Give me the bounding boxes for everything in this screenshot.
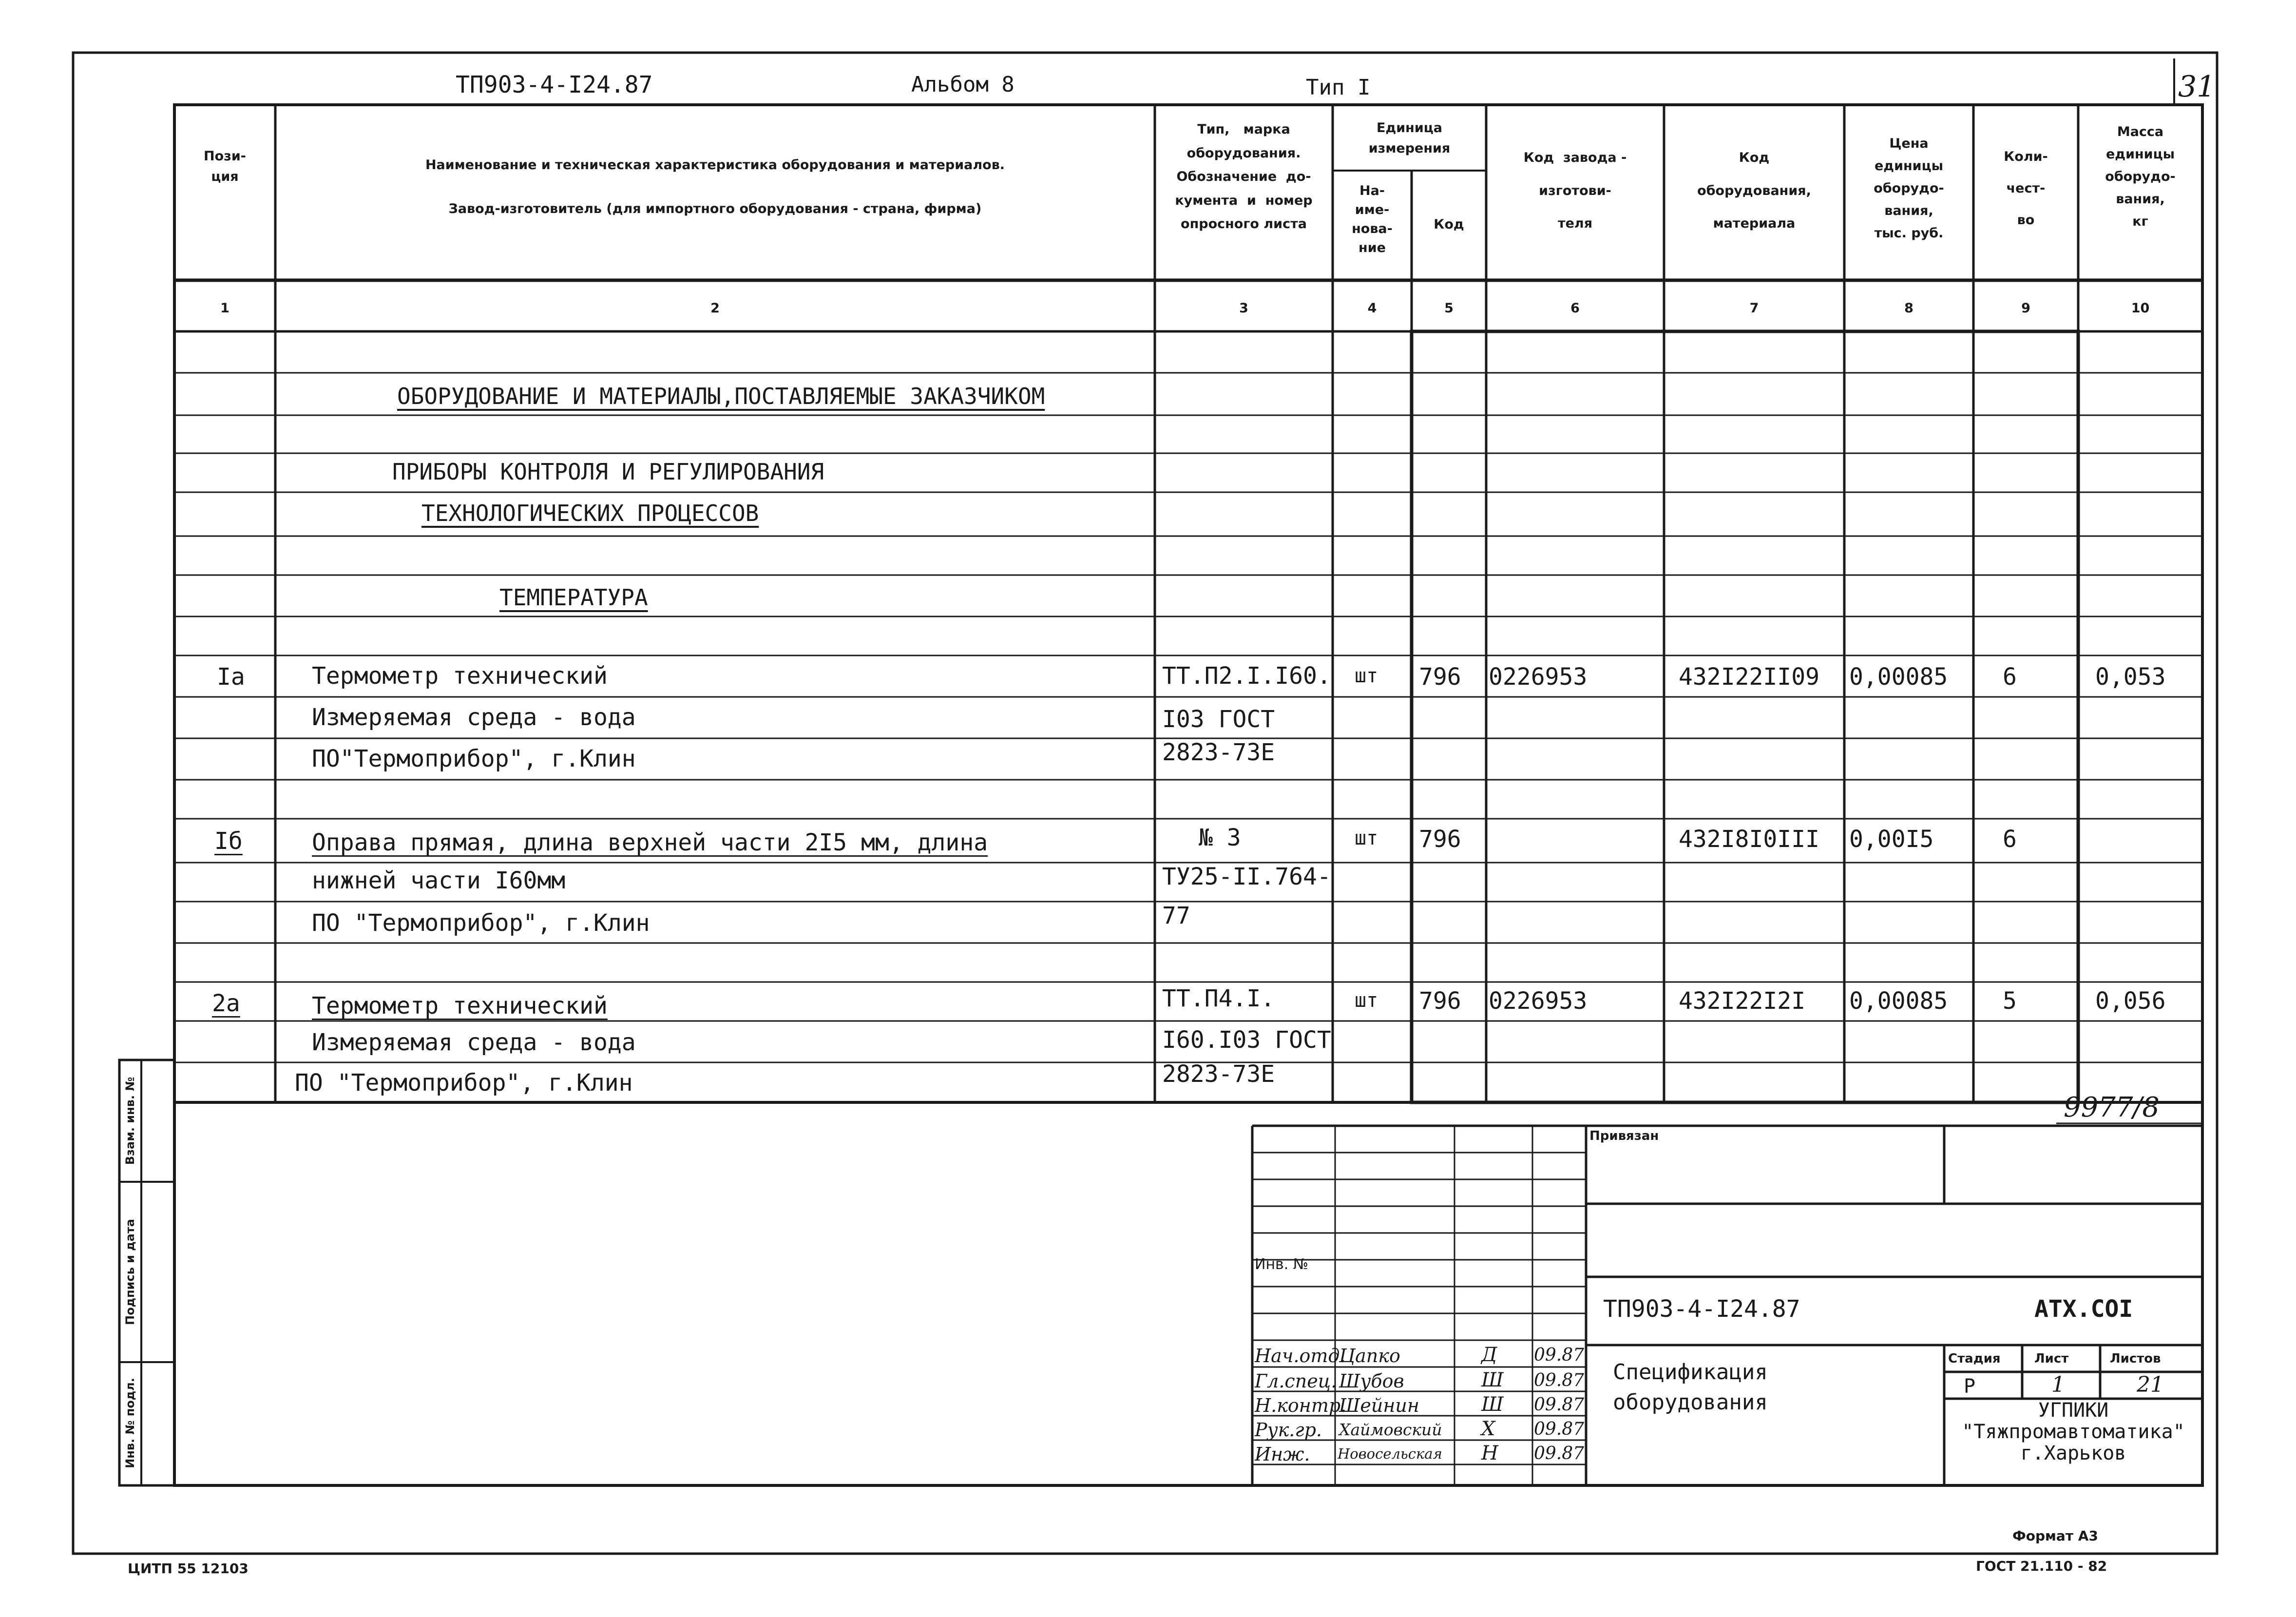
footer-print-code: ЦИТП 55 12103 xyxy=(128,1560,249,1577)
sheets-value: 21 xyxy=(2137,1372,2164,1397)
col-number-10: 10 xyxy=(2131,301,2150,316)
item-2a-manufacturer: ПО "Термоприбор", г.Клин xyxy=(295,1069,633,1097)
col-header-price: Цена единицы оборудо- вания, тыс. руб. xyxy=(1874,136,1944,241)
signer-5-name: Новосельская xyxy=(1338,1445,1442,1462)
item-2a-mass: 0,056 xyxy=(2095,987,2166,1015)
footer-gost: ГОСТ 21.110 - 82 xyxy=(1976,1558,2107,1574)
side-label-original-inv: Инв. № подл. xyxy=(123,1378,137,1468)
signer-3-date: 09.87 xyxy=(1534,1395,1585,1415)
col-number-4: 4 xyxy=(1367,301,1377,316)
col-number-7: 7 xyxy=(1749,301,1759,316)
item-2a-equipment-code: 432I22I2I xyxy=(1679,987,1806,1015)
item-1a-price: 0,00085 xyxy=(1849,663,1948,691)
item-2a-type-line3: 2823-73Е xyxy=(1162,1060,1275,1088)
footer-format: Формат А3 xyxy=(2012,1528,2098,1544)
item-2a-position: 2а xyxy=(212,990,240,1017)
side-label-replacement-inv: Взам. инв. № xyxy=(123,1077,137,1165)
item-1a-unit-code: 796 xyxy=(1419,663,1461,691)
item-1a-plant-code: 0226953 xyxy=(1489,663,1588,691)
col-header-unit: Единица измерения xyxy=(1368,120,1451,156)
item-1b-equipment-code: 432I8I0III xyxy=(1679,826,1819,853)
item-1b-type-line2: ТУ25-II.764- xyxy=(1162,863,1331,890)
col-number-6: 6 xyxy=(1570,301,1580,316)
signer-1-date: 09.87 xyxy=(1534,1345,1585,1365)
col-number-8: 8 xyxy=(1904,301,1913,316)
item-2a-price: 0,00085 xyxy=(1849,987,1948,1015)
item-2a-name: Термометр технический xyxy=(312,992,608,1020)
col-number-5: 5 xyxy=(1444,301,1454,316)
signer-1-role: Нач.отд. xyxy=(1255,1345,1346,1367)
sheets-label: Листов xyxy=(2110,1351,2161,1366)
item-2a-quantity: 5 xyxy=(2003,987,2017,1015)
section-heading-instruments: ПРИБОРЫ КОНТРОЛЯ И РЕГУЛИРОВАНИЯ xyxy=(392,459,824,485)
item-1b-manufacturer: ПО "Термоприбор", г.Клин xyxy=(312,909,650,937)
signer-5-signature: Н xyxy=(1481,1442,1498,1464)
signer-4-name: Хаймовский xyxy=(1339,1420,1442,1439)
item-1b-type-line3: 77 xyxy=(1162,902,1190,929)
section-heading-processes: ТЕХНОЛОГИЧЕСКИХ ПРОЦЕССОВ xyxy=(421,500,759,526)
col-header-mass: Масса единицы оборудо- вания, кг xyxy=(2105,124,2176,229)
col-number-1: 1 xyxy=(220,301,230,316)
col-number-9: 9 xyxy=(2021,301,2030,316)
signer-4-signature: Х xyxy=(1481,1418,1495,1440)
item-1b-unit: шт xyxy=(1355,827,1378,849)
item-1a-unit: шт xyxy=(1355,665,1378,687)
item-1b-name-line2: нижней части I60мм xyxy=(312,867,566,894)
signer-1-signature: Д xyxy=(1481,1344,1497,1366)
item-1b-quantity: 6 xyxy=(2003,826,2017,853)
section-heading-temperature: ТЕМПЕРАТУРА xyxy=(499,584,648,611)
col-header-equipment-code: Код оборудования, материала xyxy=(1697,150,1811,231)
type-label: Тип I xyxy=(1306,75,1371,100)
item-1a-equipment-code: 432I22II09 xyxy=(1679,663,1819,691)
signer-5-role: Инж. xyxy=(1255,1444,1310,1465)
sheet-label: Лист xyxy=(2034,1351,2069,1366)
item-1b-type: № 3 xyxy=(1199,824,1241,851)
item-2a-unit: шт xyxy=(1355,989,1378,1012)
privyazan-label: Привязан xyxy=(1589,1129,1659,1143)
organization-name: УГПИКИ "Тяжпромавтоматика" г.Харьков xyxy=(1962,1399,2185,1464)
item-1a-type-line3: 2823-73Е xyxy=(1162,739,1275,766)
item-2a-type: ТТ.П4.I. xyxy=(1162,985,1275,1012)
item-1b-price: 0,00I5 xyxy=(1849,826,1934,853)
item-2a-unit-code: 796 xyxy=(1419,987,1461,1015)
signer-3-role: Н.контр. xyxy=(1255,1395,1347,1416)
signer-2-date: 09.87 xyxy=(1534,1370,1585,1390)
archive-number: 9977/8 xyxy=(2064,1092,2160,1123)
section-heading-customer-supplied: ОБОРУДОВАНИЕ И МАТЕРИАЛЫ,ПОСТАВЛЯЕМЫЕ ЗАКАЗЧИКОМ xyxy=(397,383,1045,409)
item-2a-type-line2: I60.I03 ГОСТ xyxy=(1162,1026,1331,1054)
item-1a-mass: 0,053 xyxy=(2095,663,2166,691)
stamp-doc-code: ТП903-4-I24.87 xyxy=(1603,1295,1800,1323)
signer-1-name: Цапко xyxy=(1339,1345,1400,1367)
stamp-title: Спецификация оборудования xyxy=(1613,1360,1768,1415)
item-1a-position: Iа xyxy=(217,663,245,691)
item-1a-name: Термометр технический xyxy=(312,662,608,690)
stage-value: Р xyxy=(1964,1375,1976,1398)
col-header-manufacturer: Завод-изготовитель (для импортного оборудования - страна, фирма) xyxy=(448,201,982,216)
signer-2-name: Шубов xyxy=(1339,1370,1404,1392)
signer-3-signature: Ш xyxy=(1481,1393,1504,1416)
item-1a-quantity: 6 xyxy=(2003,663,2017,691)
doc-code-top: ТП903-4-I24.87 xyxy=(456,71,653,98)
signer-3-name: Шейнин xyxy=(1339,1395,1419,1416)
col-header-unit-code: Код xyxy=(1434,217,1464,232)
signer-5-date: 09.87 xyxy=(1534,1444,1585,1463)
item-1a-manufacturer: ПО"Термоприбор", г.Клин xyxy=(312,745,636,772)
item-1a-medium: Измеряемая среда - вода xyxy=(312,704,636,731)
col-number-2: 2 xyxy=(710,301,720,316)
inv-no-label: Инв. № xyxy=(1255,1256,1309,1273)
item-2a-medium: Измеряемая среда - вода xyxy=(312,1029,636,1056)
col-number-3: 3 xyxy=(1239,301,1248,316)
stage-label: Стадия xyxy=(1948,1351,2001,1366)
signer-4-role: Рук.гр. xyxy=(1255,1419,1322,1441)
stamp-mark: АТХ.СОI xyxy=(2034,1295,2133,1323)
col-header-plant-code: Код завода - изготови- теля xyxy=(1523,150,1627,231)
signer-2-signature: Ш xyxy=(1481,1369,1504,1391)
signer-4-date: 09.87 xyxy=(1534,1419,1585,1439)
item-1b-name: Оправа прямая, длина верхней части 2I5 мм, длина xyxy=(312,829,988,856)
album-label: Альбом 8 xyxy=(911,72,1014,97)
col-header-name: Наименование и техническая характеристика оборудования и материалов. xyxy=(425,157,1005,173)
page-number: 31 xyxy=(2178,70,2216,104)
side-label-signature-date: Подпись и дата xyxy=(123,1219,137,1325)
item-1b-unit-code: 796 xyxy=(1419,826,1461,853)
col-header-type: Тип, марка оборудования. Обозначение до- кумента и номер опросного листа xyxy=(1175,122,1313,232)
signer-2-role: Гл.спец. xyxy=(1255,1370,1337,1392)
col-header-quantity: Коли- чест- во xyxy=(2004,149,2048,228)
col-header-position: Пози- ция xyxy=(204,149,246,184)
item-2a-plant-code: 0226953 xyxy=(1489,987,1588,1015)
sheet-value: 1 xyxy=(2051,1372,2065,1397)
item-1a-type-line2: I03 ГОСТ xyxy=(1162,706,1275,733)
item-1a-type: ТТ.П2.I.I60. xyxy=(1162,662,1331,690)
item-1b-position: Iб xyxy=(214,828,243,855)
col-header-unit-name: На- име- нова- ние xyxy=(1352,183,1393,256)
